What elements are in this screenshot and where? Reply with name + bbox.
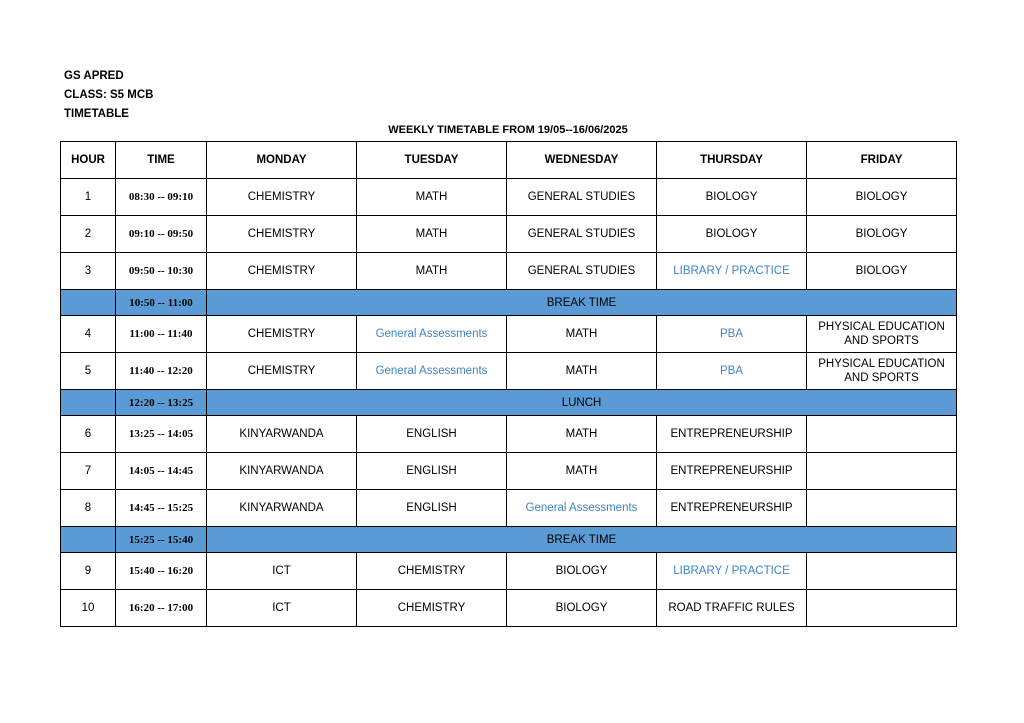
subject-cell-friday xyxy=(807,453,957,490)
subject-cell-wednesday: MATH xyxy=(507,416,657,453)
subject-cell-wednesday: BIOLOGY xyxy=(507,590,657,627)
subject-cell-thursday: BIOLOGY xyxy=(657,216,807,253)
subject-cell-thursday: PBA xyxy=(657,353,807,390)
time-cell: 14:05 -- 14:45 xyxy=(116,453,207,490)
hour-cell: 9 xyxy=(61,553,116,590)
subject-cell-tuesday: CHEMISTRY xyxy=(357,590,507,627)
time-cell: 10:50 -- 11:00 xyxy=(116,290,207,316)
table-title: WEEKLY TIMETABLE FROM 19/05--16/06/2025 xyxy=(388,124,628,136)
time-cell: 09:10 -- 09:50 xyxy=(116,216,207,253)
lesson-row xyxy=(61,253,957,290)
subject-cell-wednesday: MATH xyxy=(507,353,657,390)
hour-cell xyxy=(61,290,116,316)
hour-cell: 10 xyxy=(61,590,116,627)
hour-cell: 6 xyxy=(61,416,116,453)
column-header-wednesday: WEDNESDAY xyxy=(507,142,657,179)
lesson-row xyxy=(61,179,957,216)
subject-cell-thursday: ENTREPRENEURSHIP xyxy=(657,453,807,490)
column-header-monday: MONDAY xyxy=(207,142,357,179)
break-label: LUNCH xyxy=(207,390,957,416)
subject-cell-monday: KINYARWANDA xyxy=(207,416,357,453)
subject-cell-friday xyxy=(807,490,957,527)
time-cell: 11:00 -- 11:40 xyxy=(116,316,207,353)
subject-cell-thursday: LIBRARY / PRACTICE xyxy=(657,553,807,590)
hour-cell: 2 xyxy=(61,216,116,253)
column-header-thursday: THURSDAY xyxy=(657,142,807,179)
subject-cell-thursday: PBA xyxy=(657,316,807,353)
hour-cell: 1 xyxy=(61,179,116,216)
subject-cell-friday: PHYSICAL EDUCATION AND SPORTS xyxy=(807,353,957,390)
subject-cell-thursday: ENTREPRENEURSHIP xyxy=(657,416,807,453)
lesson-row xyxy=(61,553,957,590)
class-name: CLASS: S5 MCB xyxy=(64,89,154,101)
subject-cell-wednesday: MATH xyxy=(507,316,657,353)
hour-cell: 3 xyxy=(61,253,116,290)
break-row xyxy=(61,390,957,416)
lesson-row xyxy=(61,416,957,453)
subject-cell-monday: CHEMISTRY xyxy=(207,216,357,253)
time-cell: 15:40 -- 16:20 xyxy=(116,553,207,590)
subject-cell-thursday: BIOLOGY xyxy=(657,179,807,216)
subject-cell-thursday: ENTREPRENEURSHIP xyxy=(657,490,807,527)
hour-cell: 4 xyxy=(61,316,116,353)
school-name: GS APRED xyxy=(64,70,124,82)
break-label: BREAK TIME xyxy=(207,290,957,316)
subject-cell-monday: KINYARWANDA xyxy=(207,490,357,527)
timetable-body xyxy=(61,179,957,627)
time-cell: 08:30 -- 09:10 xyxy=(116,179,207,216)
subject-cell-friday: BIOLOGY xyxy=(807,216,957,253)
header-row xyxy=(61,142,957,179)
column-header-tuesday: TUESDAY xyxy=(357,142,507,179)
subject-cell-tuesday: CHEMISTRY xyxy=(357,553,507,590)
subject-cell-friday: BIOLOGY xyxy=(807,179,957,216)
lesson-row xyxy=(61,353,957,390)
time-cell: 13:25 -- 14:05 xyxy=(116,416,207,453)
subject-cell-wednesday: MATH xyxy=(507,453,657,490)
subject-cell-wednesday: General Assessments xyxy=(507,490,657,527)
time-cell: 14:45 -- 15:25 xyxy=(116,490,207,527)
lesson-row xyxy=(61,590,957,627)
subject-cell-monday: ICT xyxy=(207,553,357,590)
subject-cell-wednesday: GENERAL STUDIES xyxy=(507,253,657,290)
hour-cell xyxy=(61,527,116,553)
hour-cell xyxy=(61,390,116,416)
time-cell: 15:25 -- 15:40 xyxy=(116,527,207,553)
subject-cell-friday xyxy=(807,553,957,590)
subject-cell-monday: CHEMISTRY xyxy=(207,316,357,353)
subject-cell-thursday: ROAD TRAFFIC RULES xyxy=(657,590,807,627)
document-label: TIMETABLE xyxy=(64,108,129,120)
subject-cell-tuesday: MATH xyxy=(357,216,507,253)
subject-cell-monday: CHEMISTRY xyxy=(207,179,357,216)
subject-cell-tuesday: ENGLISH xyxy=(357,453,507,490)
subject-cell-tuesday: ENGLISH xyxy=(357,490,507,527)
column-header-time: TIME xyxy=(116,142,207,179)
time-cell: 11:40 -- 12:20 xyxy=(116,353,207,390)
subject-cell-tuesday: General Assessments xyxy=(357,353,507,390)
break-row xyxy=(61,290,957,316)
subject-cell-friday: PHYSICAL EDUCATION AND SPORTS xyxy=(807,316,957,353)
hour-cell: 5 xyxy=(61,353,116,390)
hour-cell: 7 xyxy=(61,453,116,490)
subject-cell-wednesday: GENERAL STUDIES xyxy=(507,216,657,253)
time-cell: 16:20 -- 17:00 xyxy=(116,590,207,627)
subject-cell-friday xyxy=(807,416,957,453)
subject-cell-monday: CHEMISTRY xyxy=(207,353,357,390)
hour-cell: 8 xyxy=(61,490,116,527)
column-header-hour: HOUR xyxy=(61,142,116,179)
time-cell: 12:20 -- 13:25 xyxy=(116,390,207,416)
lesson-row xyxy=(61,316,957,353)
subject-cell-tuesday: MATH xyxy=(357,179,507,216)
subject-cell-tuesday: General Assessments xyxy=(357,316,507,353)
timetable xyxy=(60,141,957,627)
subject-cell-tuesday: ENGLISH xyxy=(357,416,507,453)
column-header-friday: FRIDAY xyxy=(807,142,957,179)
break-label: BREAK TIME xyxy=(207,527,957,553)
document-header xyxy=(64,67,153,124)
subject-cell-friday: BIOLOGY xyxy=(807,253,957,290)
subject-cell-friday xyxy=(807,590,957,627)
subject-cell-wednesday: BIOLOGY xyxy=(507,553,657,590)
subject-cell-wednesday: GENERAL STUDIES xyxy=(507,179,657,216)
subject-cell-monday: ICT xyxy=(207,590,357,627)
time-cell: 09:50 -- 10:30 xyxy=(116,253,207,290)
subject-cell-monday: KINYARWANDA xyxy=(207,453,357,490)
lesson-row xyxy=(61,216,957,253)
lesson-row xyxy=(61,453,957,490)
subject-cell-thursday: LIBRARY / PRACTICE xyxy=(657,253,807,290)
subject-cell-tuesday: MATH xyxy=(357,253,507,290)
subject-cell-monday: CHEMISTRY xyxy=(207,253,357,290)
break-row xyxy=(61,527,957,553)
lesson-row xyxy=(61,490,957,527)
